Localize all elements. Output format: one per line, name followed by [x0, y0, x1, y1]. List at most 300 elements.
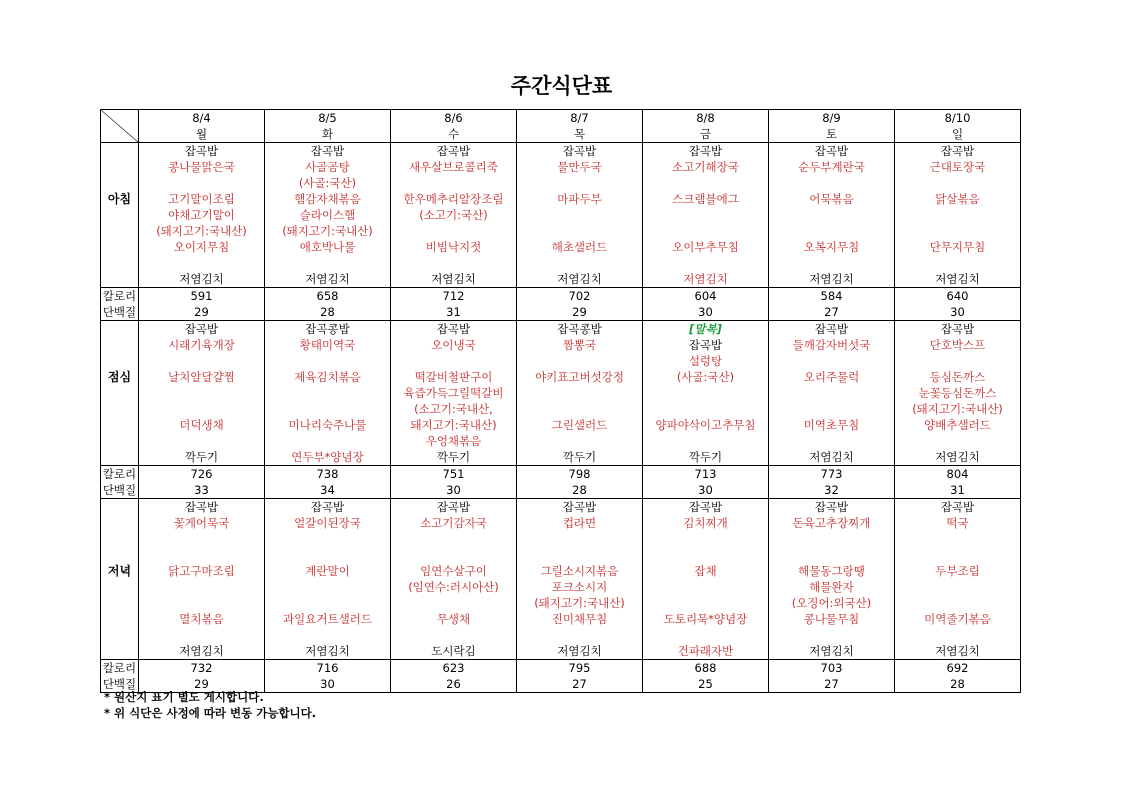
menu-item: 한우메추리알장조림 [403, 192, 504, 206]
calorie-value: 591 [190, 289, 213, 303]
menu-item [517, 531, 642, 547]
header-day-1 [265, 110, 391, 143]
menu-item: 어묵볶음 [809, 192, 854, 206]
menu-item: (돼지고기:국내산) [912, 402, 1003, 416]
menu-item: 고기말이조림 [168, 192, 235, 206]
protein-value: 29 [572, 305, 587, 319]
menu-item: 연두부*양념장 [291, 450, 364, 464]
menu-item: 닭살볶음 [935, 192, 980, 206]
menu-item: 해물동그랑땡 [798, 564, 865, 578]
meal-cell [517, 143, 643, 288]
meal-label-line: 점심 [107, 370, 132, 384]
menu-item [265, 385, 390, 401]
menu-item: 저염김치 [809, 272, 854, 286]
menu-item [139, 579, 264, 595]
calorie-value: 658 [316, 289, 339, 303]
protein-value: 27 [824, 677, 839, 691]
meal-cell [895, 321, 1021, 466]
calorie-value: 804 [946, 467, 969, 481]
meal-cell [391, 499, 517, 660]
day-of-week: 화 [321, 127, 334, 141]
meal-label-line [101, 143, 138, 159]
menu-item [517, 401, 642, 417]
nutrition-cell [769, 466, 895, 499]
menu-item [139, 255, 264, 271]
meal-cell [895, 143, 1021, 288]
menu-item: (사골:국산) [298, 176, 357, 190]
menu-item: 임연수살구이 [420, 564, 487, 578]
menu-item: 애호박나물 [299, 240, 356, 254]
day-of-week: 월 [195, 127, 208, 141]
menu-item: 저염김치 [305, 644, 350, 658]
header-day-2 [391, 110, 517, 143]
menu-item [769, 433, 894, 449]
menu-item [769, 175, 894, 191]
menu-item [769, 401, 894, 417]
menu-item: 컵라면 [562, 516, 597, 530]
menu-item: 해초샐러드 [551, 240, 608, 254]
menu-item [517, 207, 642, 223]
menu-item: 제육김치볶음 [294, 370, 361, 384]
menu-item: 잡곡밥 [562, 144, 597, 158]
meal-label-line [101, 627, 138, 643]
menu-item: 잡곡밥 [814, 500, 849, 514]
nutrition-cell [391, 660, 517, 693]
meal-label-line [101, 401, 138, 417]
menu-item: 소고기해장국 [672, 160, 739, 174]
meal-cell [643, 321, 769, 466]
meal-cell [139, 321, 265, 466]
menu-item [769, 531, 894, 547]
menu-item: 저염김치 [431, 272, 476, 286]
menu-item [769, 207, 894, 223]
menu-item [643, 175, 768, 191]
meal-label-line [101, 579, 138, 595]
calorie-value: 795 [568, 661, 591, 675]
menu-item [139, 627, 264, 643]
nutrition-cell [643, 466, 769, 499]
menu-item: 짬뽕국 [562, 338, 597, 352]
calorie-value: 716 [316, 661, 339, 675]
menu-item [139, 433, 264, 449]
meal-label-line [101, 321, 138, 337]
menu-item: 잡곡밥 [940, 144, 975, 158]
nutrition-cell [139, 660, 265, 693]
meal-cell [769, 143, 895, 288]
menu-item [391, 353, 516, 369]
meal-cell [517, 499, 643, 660]
menu-item [139, 595, 264, 611]
menu-item [517, 255, 642, 271]
nutrition-cell [391, 466, 517, 499]
menu-item [265, 579, 390, 595]
protein-value: 31 [446, 305, 461, 319]
menu-item: (임연수:러시아산) [408, 580, 499, 594]
menu-item [391, 255, 516, 271]
menu-item: 잡곡밥 [184, 322, 219, 336]
menu-item [895, 531, 1020, 547]
meal-label-line [101, 271, 138, 287]
menu-item [643, 531, 768, 547]
menu-item [769, 255, 894, 271]
menu-item: 시래기육개장 [168, 338, 235, 352]
menu-item: 김치찌개 [683, 516, 728, 530]
day-of-week: 일 [951, 127, 964, 141]
menu-item [265, 627, 390, 643]
menu-item: 사골곰탕 [305, 160, 350, 174]
menu-item: 건파래자반 [677, 644, 734, 658]
menu-item: 멸치볶음 [179, 612, 224, 626]
menu-item: 잡곡밥 [436, 500, 471, 514]
menu-item [895, 353, 1020, 369]
menu-item: 들깨감자버섯국 [792, 338, 871, 352]
day-date: 8/9 [822, 111, 841, 125]
menu-item [391, 627, 516, 643]
meal-cell [769, 499, 895, 660]
menu-item: 깍두기 [436, 450, 471, 464]
protein-value: 30 [698, 305, 713, 319]
menu-item: 진미채무침 [551, 612, 608, 626]
menu-item [517, 353, 642, 369]
meal-label-line [101, 449, 138, 465]
menu-item: 저염김치 [557, 272, 602, 286]
header-day-0 [139, 110, 265, 143]
menu-item: 저염김치 [179, 644, 224, 658]
menu-item: 잡곡콩밥 [557, 322, 602, 336]
menu-item [769, 223, 894, 239]
protein-value: 25 [698, 677, 713, 691]
menu-item: 꽃게어묵국 [173, 516, 230, 530]
day-date: 8/10 [944, 111, 971, 125]
menu-item: 포크소시지 [551, 580, 608, 594]
menu-item: 잡채 [694, 564, 717, 578]
meal-row-2 [101, 499, 1021, 660]
calorie-value: 640 [946, 289, 969, 303]
menu-item: 오리주물럭 [803, 370, 860, 384]
meal-label-line: 저녁 [107, 564, 132, 578]
calorie-value: 732 [190, 661, 213, 675]
menu-item: (돼지고기:국내산) [156, 224, 247, 238]
header-row [101, 110, 1021, 143]
menu-item: (사골:국산) [676, 370, 735, 384]
protein-value: 28 [320, 305, 335, 319]
menu-item: 근대토장국 [929, 160, 986, 174]
menu-item [139, 547, 264, 563]
menu-item [265, 255, 390, 271]
menu-item [643, 579, 768, 595]
menu-item: 황태미역국 [299, 338, 356, 352]
protein-value: 34 [320, 483, 335, 497]
menu-item [895, 547, 1020, 563]
protein-value: 30 [320, 677, 335, 691]
nutrition-cell [517, 660, 643, 693]
day-of-week: 수 [447, 127, 460, 141]
calorie-value: 702 [568, 289, 591, 303]
menu-item [895, 207, 1020, 223]
calorie-value: 726 [190, 467, 213, 481]
menu-item [391, 547, 516, 563]
calorie-value: 692 [946, 661, 969, 675]
calorie-value: 703 [820, 661, 843, 675]
menu-item: 잡곡밥 [688, 500, 723, 514]
menu-item: 떡국 [946, 516, 969, 530]
calorie-label: 칼로리 [102, 289, 137, 303]
menu-item [895, 255, 1020, 271]
menu-item: 미역줄기볶음 [924, 612, 991, 626]
menu-item: 잡곡밥 [940, 500, 975, 514]
meal-cell [265, 321, 391, 466]
menu-item [265, 353, 390, 369]
protein-value: 29 [194, 677, 209, 691]
nutrition-cell [769, 288, 895, 321]
menu-item: 두부조림 [935, 564, 980, 578]
day-of-week: 목 [573, 127, 586, 141]
menu-item: 소고기감자국 [420, 516, 487, 530]
menu-item: 잡곡밥 [814, 322, 849, 336]
meal-label-line [101, 175, 138, 191]
meal-cell [139, 499, 265, 660]
meal-label-line [101, 643, 138, 659]
day-date: 8/6 [444, 111, 463, 125]
header-day-3 [517, 110, 643, 143]
menu-item: 설렁탕 [688, 354, 723, 368]
menu-item: (돼지고기:국내산) [282, 224, 373, 238]
meal-label-line [101, 239, 138, 255]
meal-label-line: 아침 [107, 192, 132, 206]
menu-item [139, 531, 264, 547]
protein-label: 단백질 [102, 677, 137, 691]
menu-item [895, 175, 1020, 191]
menu-item [391, 223, 516, 239]
menu-item [643, 223, 768, 239]
menu-item: 날치알달걀찜 [168, 370, 235, 384]
menu-item: 콩나물무침 [803, 612, 860, 626]
menu-item: 단호박스프 [929, 338, 986, 352]
menu-item: 햄감자채볶음 [294, 192, 361, 206]
meal-cell [265, 499, 391, 660]
meal-cell [391, 321, 517, 466]
nutrition-cell [895, 466, 1021, 499]
nutrition-cell [265, 288, 391, 321]
menu-item: 순두부계란국 [798, 160, 865, 174]
menu-item [265, 531, 390, 547]
menu-item [265, 401, 390, 417]
meal-label-line [101, 385, 138, 401]
calorie-value: 584 [820, 289, 843, 303]
menu-item: 저염김치 [179, 272, 224, 286]
meal-label-line [101, 417, 138, 433]
day-date: 8/7 [570, 111, 589, 125]
menu-item: 저염김치 [935, 450, 980, 464]
menu-item: 잡곡밥 [562, 500, 597, 514]
calorie-label: 칼로리 [102, 661, 137, 675]
meal-label-line [101, 611, 138, 627]
nutrition-cell [391, 288, 517, 321]
meal-cell [643, 143, 769, 288]
menu-item: 저염김치 [935, 644, 980, 658]
menu-item: 깍두기 [688, 450, 723, 464]
menu-item [139, 401, 264, 417]
menu-item: (돼지고기:국내산) [534, 596, 625, 610]
menu-item: 잡곡밥 [688, 144, 723, 158]
protein-value: 28 [950, 677, 965, 691]
menu-item: 그린샐러드 [551, 418, 608, 432]
meal-cell [265, 143, 391, 288]
header-day-4 [643, 110, 769, 143]
protein-value: 30 [446, 483, 461, 497]
menu-item [643, 595, 768, 611]
nutrition-cell [895, 660, 1021, 693]
nutrition-cell [517, 466, 643, 499]
calorie-value: 798 [568, 467, 591, 481]
meal-cell [391, 143, 517, 288]
menu-item: (오징어:외국산) [791, 596, 872, 610]
menu-item [895, 579, 1020, 595]
menu-item: 무생채 [436, 612, 471, 626]
meal-label [101, 321, 139, 466]
menu-item: 오복지무침 [803, 240, 860, 254]
menu-item: 미나리숙주나물 [288, 418, 367, 432]
menu-item: 단무지무침 [929, 240, 986, 254]
menu-item [643, 547, 768, 563]
menu-item [391, 595, 516, 611]
calorie-value: 604 [694, 289, 717, 303]
calorie-value: 738 [316, 467, 339, 481]
menu-item: 더덕생채 [179, 418, 224, 432]
meal-label-line [101, 433, 138, 449]
calorie-value: 773 [820, 467, 843, 481]
menu-item: 얼갈이된장국 [294, 516, 361, 530]
menu-item [895, 627, 1020, 643]
meal-label-line [101, 531, 138, 547]
day-date: 8/5 [318, 111, 337, 125]
menu-item: 오이냉국 [431, 338, 476, 352]
menu-item: 스크램블에그 [672, 192, 739, 206]
nutrition-cell [769, 660, 895, 693]
calorie-value: 688 [694, 661, 717, 675]
menu-item: 떡갈비철판구이 [414, 370, 493, 384]
nutrition-row [101, 466, 1021, 499]
menu-item: 양배추샐러드 [924, 418, 991, 432]
nutrition-cell [139, 466, 265, 499]
calorie-value: 712 [442, 289, 465, 303]
menu-item: [말복] [689, 322, 722, 336]
calorie-label: 칼로리 [102, 467, 137, 481]
protein-value: 33 [194, 483, 209, 497]
menu-item [517, 175, 642, 191]
menu-item [769, 547, 894, 563]
menu-item [643, 255, 768, 271]
menu-item: 눈꽃등심돈까스 [918, 386, 997, 400]
protein-label: 단백질 [102, 305, 137, 319]
meal-label-line [101, 515, 138, 531]
menu-item: 저염김치 [935, 272, 980, 286]
meal-label-line [101, 207, 138, 223]
menu-item: 잡곡밥 [310, 144, 345, 158]
menu-item: 육즙가득그릴떡갈비 [403, 386, 504, 400]
menu-item: 돼지고기:국내산) [410, 418, 497, 432]
protein-value: 30 [698, 483, 713, 497]
menu-item [895, 433, 1020, 449]
menu-item: 도시락김 [431, 644, 476, 658]
meal-cell [517, 321, 643, 466]
meal-row-1 [101, 321, 1021, 466]
menu-item: (소고기:국내산, [414, 402, 493, 416]
footnote-change: * 위 식단은 사정에 따라 변동 가능합니다. [104, 706, 317, 720]
menu-item: 잡곡밥 [184, 144, 219, 158]
menu-item: 해물완자 [809, 580, 854, 594]
menu-item: 오이지무침 [173, 240, 230, 254]
meal-label-line [101, 353, 138, 369]
menu-item [517, 547, 642, 563]
protein-value: 27 [824, 305, 839, 319]
menu-item: 오이부추무침 [672, 240, 739, 254]
menu-item: 야채고기말이 [168, 208, 235, 222]
meal-label-line [101, 223, 138, 239]
menu-item: 야키표고버섯강정 [535, 370, 624, 384]
menu-item: 저염김치 [809, 644, 854, 658]
protein-value: 30 [950, 305, 965, 319]
menu-item [769, 353, 894, 369]
day-of-week: 토 [825, 127, 838, 141]
protein-value: 32 [824, 483, 839, 497]
meal-label-line [101, 499, 138, 515]
menu-item [643, 433, 768, 449]
header-corner [101, 110, 139, 143]
meal-cell [895, 499, 1021, 660]
menu-item: 등심돈까스 [929, 370, 986, 384]
menu-item: 저염김치 [557, 644, 602, 658]
menu-item: 그릴소시지볶음 [540, 564, 619, 578]
menu-item [517, 223, 642, 239]
menu-item: 잡곡밥 [184, 500, 219, 514]
menu-item: 미역초무침 [803, 418, 860, 432]
menu-item [391, 531, 516, 547]
calorie-value: 623 [442, 661, 465, 675]
nutrition-cell [643, 288, 769, 321]
nutrition-label [101, 466, 139, 499]
menu-item [391, 175, 516, 191]
nutrition-cell [517, 288, 643, 321]
menu-item [895, 595, 1020, 611]
menu-item: 잡곡밥 [814, 144, 849, 158]
menu-item [139, 353, 264, 369]
menu-item: 슬라이스햄 [299, 208, 356, 222]
menu-item [769, 385, 894, 401]
meal-label-line [101, 595, 138, 611]
menu-item [265, 595, 390, 611]
protein-value: 31 [950, 483, 965, 497]
menu-item: 잡곡밥 [436, 144, 471, 158]
meal-label-line [101, 159, 138, 175]
menu-item [895, 223, 1020, 239]
calorie-value: 713 [694, 467, 717, 481]
protein-value: 26 [446, 677, 461, 691]
meal-label-line [101, 547, 138, 563]
menu-item: 잡곡밥 [940, 322, 975, 336]
nutrition-row [101, 288, 1021, 321]
menu-item: 도토리묵*양념장 [663, 612, 748, 626]
menu-item: 비빔낙지젓 [425, 240, 482, 254]
menu-item [643, 207, 768, 223]
nutrition-cell [265, 660, 391, 693]
nutrition-label [101, 288, 139, 321]
menu-item [517, 385, 642, 401]
menu-item: 계란말이 [305, 564, 350, 578]
menu-item [265, 433, 390, 449]
menu-item: 새우살브로콜리죽 [409, 160, 498, 174]
protein-value: 27 [572, 677, 587, 691]
